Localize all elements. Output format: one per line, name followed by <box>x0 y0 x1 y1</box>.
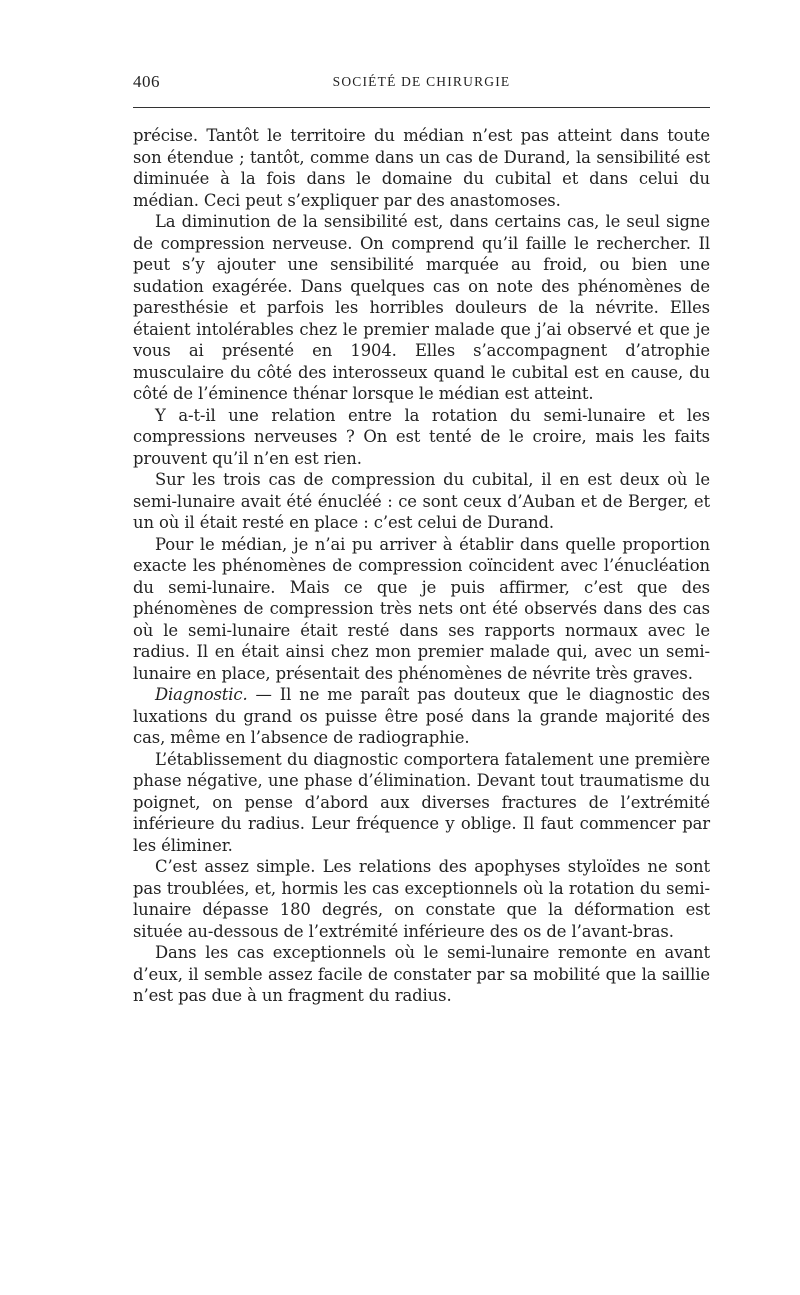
section-lead: Diagnostic. <box>155 685 248 704</box>
paragraph <box>133 534 710 685</box>
body-text <box>133 125 710 1007</box>
paragraph <box>133 125 710 211</box>
paragraph <box>133 211 710 405</box>
paragraph-text: Dans les cas exceptionnels où le semi-lunaire remonte en avant d’eux, il semble assez facile de constater par sa mobilité que la saillie n’est pas due à un fragment du radius. <box>133 943 710 1005</box>
page-header <box>133 72 710 96</box>
paragraph-text: L’établissement du diagnostic comportera fatalement une première phase négative, une phase d’élimination. Devant tout traumatisme du poignet, on pense d’abord aux diverses fractures de l’extrémité inférieure du radius. Leur fréquence y oblige. Il faut commencer par les éliminer. <box>133 749 710 855</box>
header-rule <box>133 107 710 108</box>
paragraph <box>133 684 710 749</box>
paragraph-text: Pour le médian, je n’ai pu arriver à établir dans quelle proportion exacte les phénomènes de compression coïncident avec l’énucléation du semi-lunaire. Mais ce que je puis affirmer, c’est que des phénomènes de compression très nets ont été observés dans des cas où le semi-lunaire était resté dans ses rapports normaux avec le radius. Il en était ainsi chez mon premier malade qui, avec un semi-lunaire en place, présentait des phénomènes de névrite très graves. <box>133 534 710 683</box>
running-head: SOCIÉTÉ DE CHIRURGIE <box>332 74 511 89</box>
paragraph-text: — Il ne me paraît pas douteux que le diagnostic des luxations du grand os puisse être posé dans la grande majorité des cas, même en l’absence de radiographie. <box>133 685 710 747</box>
paragraph-text: La diminution de la sensibilité est, dans certains cas, le seul signe de compression nerveuse. On comprend qu’il faille le rechercher. Il peut s’y ajouter une sensibilité marquée au froid, ou bien une sudation exagérée. Dans quelques cas on note des phénomènes de paresthésie et parfois les horribles douleurs de la névrite. Elles étaient intolérables chez le premier malade que j’ai observé et que je vous ai présenté en 1904. Elles s’accompagnent d’atrophie musculaire du côté des interosseux quand le cubital est en cause, du côté de l’éminence thénar lorsque le médian est atteint. <box>133 212 710 403</box>
paragraph <box>133 469 710 534</box>
paragraph-text: C’est assez simple. Les relations des apophyses styloïdes ne sont pas troublées, et, hormis les cas exceptionnels où la rotation du semi-lunaire dépasse 180 degrés, on constate que la déformation est située au-dessous de l’extrémité inférieure des os de l’avant-bras. <box>133 857 710 941</box>
paragraph-text: Y a-t-il une relation entre la rotation du semi-lunaire et les compressions nerveuses ? On est tenté de le croire, mais les faits prouvent qu’il n’en est rien. <box>133 405 710 468</box>
paragraph <box>133 856 710 942</box>
paragraph <box>133 749 710 857</box>
paragraph-text: Sur les trois cas de compression du cubital, il en est deux où le semi-lunaire avait été énucléé : ce sont ceux d’Auban et de Berger, et un où il était resté en place : c’est celui de Durand. <box>133 470 710 532</box>
page-number: 406 <box>133 72 160 91</box>
paragraph-text: précise. Tantôt le territoire du médian n’est pas atteint dans toute son étendue ; tantôt, comme dans un cas de Durand, la sensibilité est diminuée à la fois dans le domaine du cubital et dans celui du médian. Ceci peut s’expliquer par des anastomoses. <box>133 126 710 210</box>
paragraph <box>133 405 710 470</box>
paragraph <box>133 942 710 1007</box>
